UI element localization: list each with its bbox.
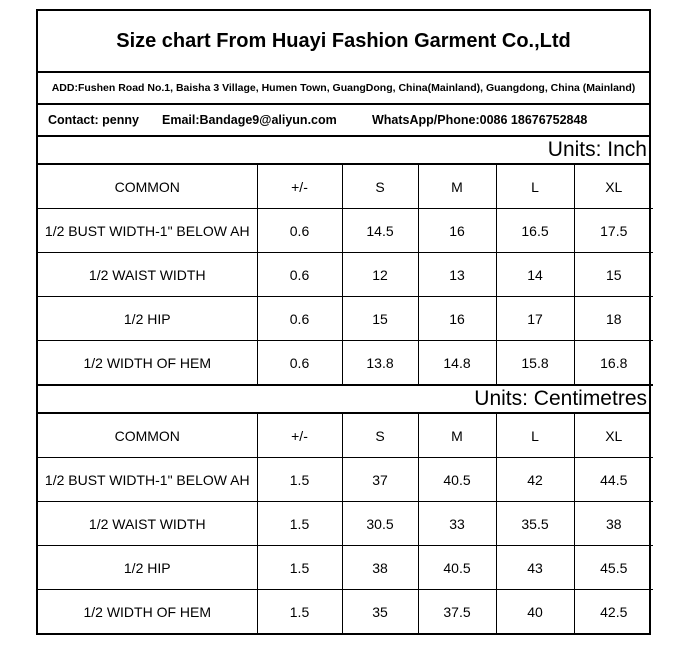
value-cell: 38: [342, 546, 418, 590]
contact-name: Contact: penny: [48, 113, 139, 127]
value-cell: 15: [574, 253, 653, 297]
value-cell: 35: [342, 590, 418, 634]
table-row: [38, 502, 653, 546]
value-cell: 37.5: [418, 590, 496, 634]
value-cell: 0.6: [257, 341, 342, 386]
value-cell: 17.5: [574, 209, 653, 253]
units-cm-label: Units: Centimetres: [38, 386, 649, 414]
table-row: [38, 209, 653, 253]
value-cell: 37: [342, 458, 418, 502]
value-cell: 43: [496, 546, 574, 590]
column-header: +/-: [257, 165, 342, 209]
column-header: M: [418, 165, 496, 209]
value-cell: 18: [574, 297, 653, 341]
value-cell: 1.5: [257, 458, 342, 502]
table-header-row: [38, 165, 653, 209]
address-line: ADD:Fushen Road No.1, Baisha 3 Village, Humen Town, GuangDong, China(Mainland), Guangdong, China (Mainland): [38, 73, 649, 105]
column-header: COMMON: [38, 414, 257, 458]
column-header: S: [342, 165, 418, 209]
value-cell: 17: [496, 297, 574, 341]
contact-line: [38, 105, 649, 137]
value-cell: 14.8: [418, 341, 496, 386]
value-cell: 45.5: [574, 546, 653, 590]
column-header: L: [496, 165, 574, 209]
measurement-name-cell: 1/2 WAIST WIDTH: [38, 253, 257, 297]
measurement-name-cell: 1/2 WIDTH OF HEM: [38, 590, 257, 634]
measurement-name-cell: 1/2 WAIST WIDTH: [38, 502, 257, 546]
column-header: XL: [574, 165, 653, 209]
page-title: Size chart From Huayi Fashion Garment Co.,Ltd: [38, 11, 649, 73]
value-cell: 44.5: [574, 458, 653, 502]
value-cell: 0.6: [257, 253, 342, 297]
size-chart-sheet: [36, 9, 651, 635]
table-row: [38, 341, 653, 386]
value-cell: 16: [418, 297, 496, 341]
units-inch-label: Units: Inch: [38, 137, 649, 165]
table-header-row: [38, 414, 653, 458]
contact-phone: WhatsApp/Phone:0086 18676752848: [372, 113, 588, 127]
value-cell: 14: [496, 253, 574, 297]
table-row: [38, 458, 653, 502]
column-header: M: [418, 414, 496, 458]
value-cell: 1.5: [257, 590, 342, 634]
value-cell: 13: [418, 253, 496, 297]
cm-size-table: [38, 414, 653, 633]
column-header: L: [496, 414, 574, 458]
value-cell: 40.5: [418, 458, 496, 502]
value-cell: 12: [342, 253, 418, 297]
value-cell: 38: [574, 502, 653, 546]
value-cell: 16.5: [496, 209, 574, 253]
table-row: [38, 590, 653, 634]
value-cell: 15.8: [496, 341, 574, 386]
value-cell: 0.6: [257, 297, 342, 341]
measurement-name-cell: 1/2 HIP: [38, 297, 257, 341]
column-header: S: [342, 414, 418, 458]
value-cell: 15: [342, 297, 418, 341]
value-cell: 40.5: [418, 546, 496, 590]
value-cell: 30.5: [342, 502, 418, 546]
value-cell: 1.5: [257, 546, 342, 590]
table-row: [38, 297, 653, 341]
value-cell: 13.8: [342, 341, 418, 386]
value-cell: 40: [496, 590, 574, 634]
value-cell: 1.5: [257, 502, 342, 546]
value-cell: 14.5: [342, 209, 418, 253]
measurement-name-cell: 1/2 HIP: [38, 546, 257, 590]
value-cell: 16.8: [574, 341, 653, 386]
column-header: COMMON: [38, 165, 257, 209]
value-cell: 42.5: [574, 590, 653, 634]
contact-email: Email:Bandage9@aliyun.com: [162, 113, 337, 127]
column-header: XL: [574, 414, 653, 458]
table-row: [38, 546, 653, 590]
value-cell: 0.6: [257, 209, 342, 253]
column-header: +/-: [257, 414, 342, 458]
measurement-name-cell: 1/2 BUST WIDTH-1" BELOW AH: [38, 458, 257, 502]
value-cell: 42: [496, 458, 574, 502]
value-cell: 16: [418, 209, 496, 253]
inch-size-table: [38, 165, 653, 386]
measurement-name-cell: 1/2 WIDTH OF HEM: [38, 341, 257, 386]
value-cell: 35.5: [496, 502, 574, 546]
measurement-name-cell: 1/2 BUST WIDTH-1" BELOW AH: [38, 209, 257, 253]
table-row: [38, 253, 653, 297]
value-cell: 33: [418, 502, 496, 546]
